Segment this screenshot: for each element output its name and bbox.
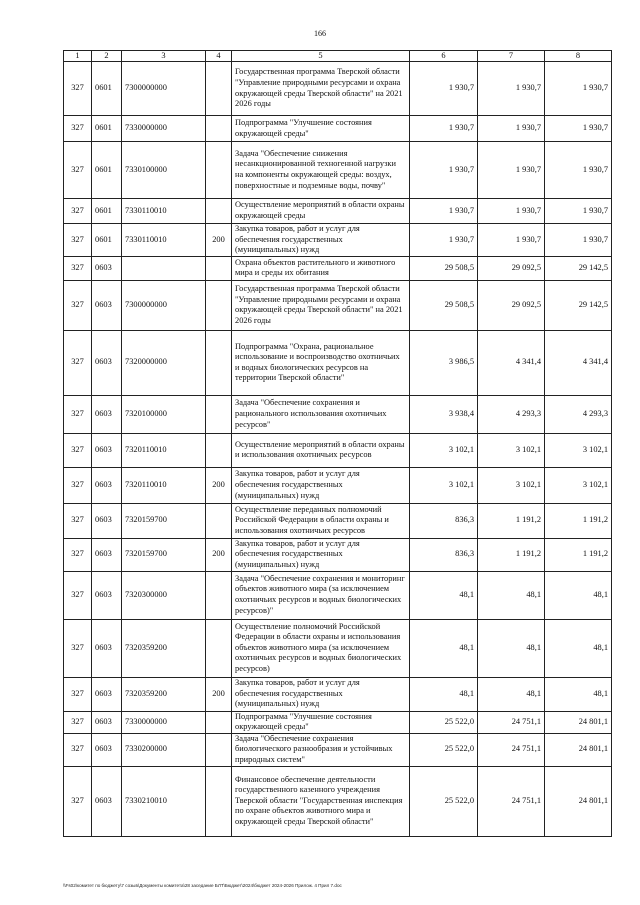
table-row xyxy=(64,142,612,199)
table-row xyxy=(64,733,612,766)
cell-expense-type xyxy=(206,280,232,330)
cell-amount-col8: 4 293,3 xyxy=(545,395,612,433)
cell-amount-col7: 24 751,1 xyxy=(478,733,545,766)
cell-name: Задача "Обеспечение снижения несанкционированной техногенной нагрузки на компоненты окружающей среды: воздух, поверхностные и подземные воды, почву" xyxy=(232,142,410,199)
cell-target-article: 7330000000 xyxy=(122,711,206,733)
cell-expense-type xyxy=(206,733,232,766)
cell-admin-code: 327 xyxy=(64,256,92,280)
cell-target-article: 7320359200 xyxy=(122,677,206,711)
cell-amount-col8: 24 801,1 xyxy=(545,711,612,733)
cell-section: 0603 xyxy=(92,395,122,433)
table-row xyxy=(64,503,612,538)
cell-expense-type xyxy=(206,711,232,733)
cell-amount-col7: 48,1 xyxy=(478,677,545,711)
cell-section: 0603 xyxy=(92,571,122,619)
cell-section: 0603 xyxy=(92,503,122,538)
cell-target-article: 7320159700 xyxy=(122,538,206,571)
cell-amount-col6: 836,3 xyxy=(410,503,478,538)
cell-target-article: 7320000000 xyxy=(122,330,206,395)
cell-amount-col7: 29 092,5 xyxy=(478,280,545,330)
cell-amount-col6: 48,1 xyxy=(410,619,478,677)
cell-amount-col7: 1 930,7 xyxy=(478,199,545,224)
cell-target-article: 7320359200 xyxy=(122,619,206,677)
cell-amount-col8: 29 142,5 xyxy=(545,280,612,330)
cell-amount-col6: 1 930,7 xyxy=(410,116,478,142)
cell-amount-col7: 1 930,7 xyxy=(478,224,545,257)
cell-target-article: 7330110010 xyxy=(122,199,206,224)
cell-name: Государственная программа Тверской области "Управление природными ресурсами и охрана окружающей среды Тверской области" на 2021 2026 годы xyxy=(232,280,410,330)
cell-expense-type xyxy=(206,433,232,467)
cell-name: Задача "Обеспечение сохранения и рационального использования охотничьих ресурсов" xyxy=(232,395,410,433)
cell-expense-type: 200 xyxy=(206,677,232,711)
cell-section: 0603 xyxy=(92,433,122,467)
cell-amount-col6: 1 930,7 xyxy=(410,224,478,257)
column-header: 3 xyxy=(122,51,206,62)
cell-expense-type: 200 xyxy=(206,538,232,571)
cell-section: 0603 xyxy=(92,619,122,677)
page-number: 166 xyxy=(314,29,326,38)
column-header: 6 xyxy=(410,51,478,62)
table-row xyxy=(64,116,612,142)
cell-amount-col8: 48,1 xyxy=(545,571,612,619)
cell-amount-col7: 24 751,1 xyxy=(478,766,545,836)
cell-admin-code: 327 xyxy=(64,280,92,330)
table-row xyxy=(64,538,612,571)
cell-name: Подпрограмма "Охрана, рациональное использование и воспроизводство охотничьих и водных биологических ресурсов на территории Тверской области" xyxy=(232,330,410,395)
cell-name: Задача "Обеспечение сохранения биологического разнообразия и устойчивых природных систем" xyxy=(232,733,410,766)
cell-name: Осуществление переданных полномочий Российской Федерации в области охраны и использования охотничьих ресурсов xyxy=(232,503,410,538)
cell-admin-code: 327 xyxy=(64,199,92,224)
cell-name: Охрана объектов растительного и животного мира и среды их обитания xyxy=(232,256,410,280)
cell-name: Осуществление полномочий Российской Федерации в области охраны и использования объектов животного мира (за исключением охотничьих ресурсов и водных биологических ресурсов) xyxy=(232,619,410,677)
cell-amount-col6: 1 930,7 xyxy=(410,62,478,116)
cell-expense-type xyxy=(206,571,232,619)
cell-section: 0603 xyxy=(92,467,122,503)
cell-name: Закупка товаров, работ и услуг для обеспечения государственных (муниципальных) нужд xyxy=(232,224,410,257)
cell-target-article: 7320100000 xyxy=(122,395,206,433)
column-header: 2 xyxy=(92,51,122,62)
cell-section: 0603 xyxy=(92,280,122,330)
table-row xyxy=(64,433,612,467)
cell-amount-col7: 29 092,5 xyxy=(478,256,545,280)
cell-admin-code: 327 xyxy=(64,538,92,571)
cell-amount-col7: 24 751,1 xyxy=(478,711,545,733)
table-row xyxy=(64,766,612,836)
cell-target-article: 7300000000 xyxy=(122,62,206,116)
cell-admin-code: 327 xyxy=(64,571,92,619)
table-row xyxy=(64,467,612,503)
cell-amount-col8: 48,1 xyxy=(545,619,612,677)
column-header: 4 xyxy=(206,51,232,62)
cell-section: 0603 xyxy=(92,538,122,571)
cell-amount-col7: 1 191,2 xyxy=(478,538,545,571)
cell-amount-col6: 29 508,5 xyxy=(410,280,478,330)
cell-amount-col7: 3 102,1 xyxy=(478,467,545,503)
cell-amount-col8: 1 930,7 xyxy=(545,224,612,257)
cell-amount-col6: 29 508,5 xyxy=(410,256,478,280)
cell-expense-type xyxy=(206,62,232,116)
cell-amount-col7: 3 102,1 xyxy=(478,433,545,467)
cell-admin-code: 327 xyxy=(64,330,92,395)
cell-amount-col8: 29 142,5 xyxy=(545,256,612,280)
cell-expense-type xyxy=(206,766,232,836)
table-row xyxy=(64,619,612,677)
cell-amount-col8: 1 930,7 xyxy=(545,116,612,142)
cell-name: Осуществление мероприятий в области охраны окружающей среды xyxy=(232,199,410,224)
cell-name: Финансовое обеспечение деятельности государственного казенного учреждения Тверской области "Государственная инспекция по охране объектов животного мира и окружающей среды Тверской области" xyxy=(232,766,410,836)
cell-amount-col7: 1 191,2 xyxy=(478,503,545,538)
cell-admin-code: 327 xyxy=(64,142,92,199)
cell-amount-col6: 3 102,1 xyxy=(410,433,478,467)
cell-section: 0603 xyxy=(92,733,122,766)
table-row xyxy=(64,395,612,433)
cell-expense-type: 200 xyxy=(206,224,232,257)
cell-section: 0601 xyxy=(92,142,122,199)
cell-name: Осуществление мероприятий в области охраны и использования охотничьих ресурсов xyxy=(232,433,410,467)
cell-expense-type xyxy=(206,116,232,142)
table-row xyxy=(64,62,612,116)
column-header: 7 xyxy=(478,51,545,62)
cell-section: 0601 xyxy=(92,116,122,142)
cell-expense-type xyxy=(206,395,232,433)
cell-admin-code: 327 xyxy=(64,677,92,711)
cell-section: 0603 xyxy=(92,256,122,280)
cell-name: Государственная программа Тверской области "Управление природными ресурсами и охрана окружающей среды Тверской области" на 2021 2026 годы xyxy=(232,62,410,116)
cell-section: 0601 xyxy=(92,199,122,224)
cell-target-article: 7300000000 xyxy=(122,280,206,330)
cell-admin-code: 327 xyxy=(64,62,92,116)
cell-amount-col6: 25 522,0 xyxy=(410,733,478,766)
table-row xyxy=(64,224,612,257)
table-row xyxy=(64,330,612,395)
cell-amount-col7: 1 930,7 xyxy=(478,62,545,116)
cell-admin-code: 327 xyxy=(64,503,92,538)
cell-amount-col6: 1 930,7 xyxy=(410,199,478,224)
cell-amount-col8: 3 102,1 xyxy=(545,433,612,467)
cell-admin-code: 327 xyxy=(64,433,92,467)
cell-name: Задача "Обеспечение сохранения и мониторинг объектов животного мира (за исключением охотничьих ресурсов и водных биологических ресурсов)" xyxy=(232,571,410,619)
cell-amount-col8: 3 102,1 xyxy=(545,467,612,503)
cell-admin-code: 327 xyxy=(64,116,92,142)
cell-amount-col7: 48,1 xyxy=(478,571,545,619)
cell-section: 0601 xyxy=(92,224,122,257)
cell-target-article: 7330100000 xyxy=(122,142,206,199)
cell-target-article: 7320110010 xyxy=(122,467,206,503)
table-row xyxy=(64,711,612,733)
table-row xyxy=(64,571,612,619)
cell-amount-col8: 48,1 xyxy=(545,677,612,711)
header-row xyxy=(64,51,612,62)
cell-amount-col8: 1 191,2 xyxy=(545,503,612,538)
cell-target-article: 7320159700 xyxy=(122,503,206,538)
cell-admin-code: 327 xyxy=(64,395,92,433)
cell-amount-col6: 25 522,0 xyxy=(410,711,478,733)
cell-amount-col6: 48,1 xyxy=(410,571,478,619)
cell-amount-col8: 1 930,7 xyxy=(545,142,612,199)
cell-amount-col6: 48,1 xyxy=(410,677,478,711)
cell-admin-code: 327 xyxy=(64,766,92,836)
cell-name: Подпрограмма "Улучшение состояния окружающей среды" xyxy=(232,711,410,733)
cell-target-article xyxy=(122,256,206,280)
cell-amount-col6: 1 930,7 xyxy=(410,142,478,199)
cell-amount-col7: 48,1 xyxy=(478,619,545,677)
document-footer-path: \\Fs02\комитет по бюджету\7 созыв\Документы комитета\28 заседание БЛТ\Бюджет\2024\бюджет 2024-2026 Прилож. 4 Прил 7.doc xyxy=(63,883,342,888)
cell-expense-type xyxy=(206,503,232,538)
cell-amount-col8: 24 801,1 xyxy=(545,733,612,766)
cell-name: Закупка товаров, работ и услуг для обеспечения государственных (муниципальных) нужд xyxy=(232,677,410,711)
table-row xyxy=(64,280,612,330)
column-header: 5 xyxy=(232,51,410,62)
cell-amount-col6: 3 102,1 xyxy=(410,467,478,503)
cell-section: 0601 xyxy=(92,62,122,116)
cell-section: 0603 xyxy=(92,330,122,395)
column-header: 1 xyxy=(64,51,92,62)
budget-table xyxy=(63,50,612,837)
cell-name: Закупка товаров, работ и услуг для обеспечения государственных (муниципальных) нужд xyxy=(232,538,410,571)
cell-admin-code: 327 xyxy=(64,711,92,733)
cell-amount-col7: 1 930,7 xyxy=(478,116,545,142)
cell-amount-col7: 4 341,4 xyxy=(478,330,545,395)
cell-target-article: 7330110010 xyxy=(122,224,206,257)
cell-section: 0603 xyxy=(92,766,122,836)
cell-expense-type: 200 xyxy=(206,467,232,503)
cell-expense-type xyxy=(206,619,232,677)
table-row xyxy=(64,256,612,280)
column-header: 8 xyxy=(545,51,612,62)
cell-name: Закупка товаров, работ и услуг для обеспечения государственных (муниципальных) нужд xyxy=(232,467,410,503)
cell-amount-col8: 1 191,2 xyxy=(545,538,612,571)
cell-admin-code: 327 xyxy=(64,733,92,766)
cell-section: 0603 xyxy=(92,677,122,711)
cell-admin-code: 327 xyxy=(64,619,92,677)
cell-target-article: 7330000000 xyxy=(122,116,206,142)
cell-target-article: 7330210010 xyxy=(122,766,206,836)
cell-section: 0603 xyxy=(92,711,122,733)
table-row xyxy=(64,677,612,711)
cell-expense-type xyxy=(206,256,232,280)
cell-amount-col6: 3 986,5 xyxy=(410,330,478,395)
cell-amount-col6: 836,3 xyxy=(410,538,478,571)
cell-amount-col7: 1 930,7 xyxy=(478,142,545,199)
cell-amount-col8: 4 341,4 xyxy=(545,330,612,395)
cell-expense-type xyxy=(206,142,232,199)
cell-amount-col7: 4 293,3 xyxy=(478,395,545,433)
cell-target-article: 7330200000 xyxy=(122,733,206,766)
cell-target-article: 7320300000 xyxy=(122,571,206,619)
cell-name: Подпрограмма "Улучшение состояния окружающей среды" xyxy=(232,116,410,142)
table-row xyxy=(64,199,612,224)
cell-amount-col8: 1 930,7 xyxy=(545,199,612,224)
cell-amount-col6: 25 522,0 xyxy=(410,766,478,836)
cell-admin-code: 327 xyxy=(64,224,92,257)
cell-amount-col6: 3 938,4 xyxy=(410,395,478,433)
cell-amount-col8: 1 930,7 xyxy=(545,62,612,116)
cell-expense-type xyxy=(206,330,232,395)
cell-admin-code: 327 xyxy=(64,467,92,503)
cell-target-article: 7320110010 xyxy=(122,433,206,467)
cell-amount-col8: 24 801,1 xyxy=(545,766,612,836)
cell-expense-type xyxy=(206,199,232,224)
